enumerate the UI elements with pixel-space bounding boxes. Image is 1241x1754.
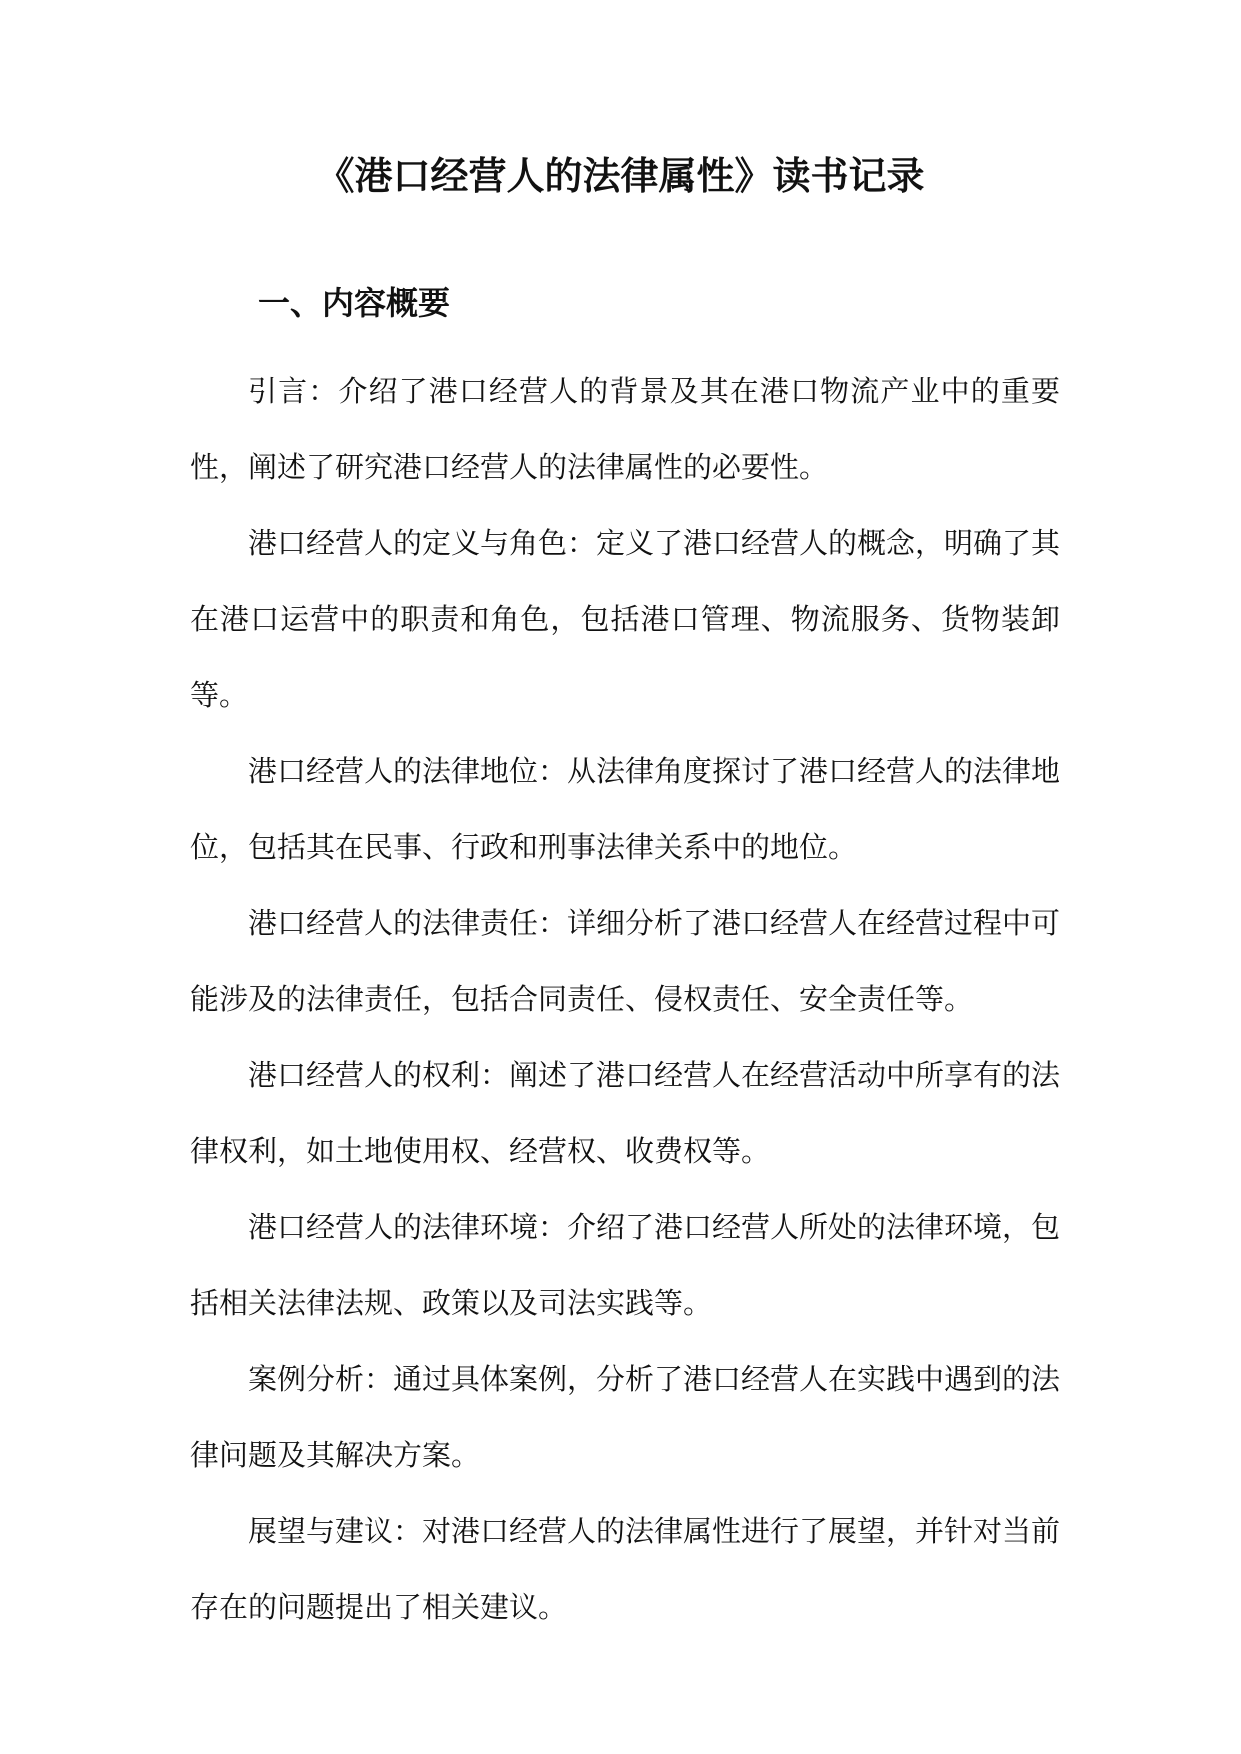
document-title: 《港口经营人的法律属性》读书记录	[316, 153, 925, 198]
paragraph-outlook: 展望与建议：对港口经营人的法律属性进行了展望，并针对当前存在的问题提出了相关建议。	[190, 1514, 1061, 1624]
section-heading: 一、内容概要	[258, 284, 451, 322]
paragraph-case-analysis: 案例分析：通过具体案例，分析了港口经营人在实践中遇到的法律问题及其解决方案。	[190, 1362, 1061, 1472]
paragraph-legal-liability: 港口经营人的法律责任：详细分析了港口经营人在经营过程中可能涉及的法律责任，包括合同责任、侵权责任、安全责任等。	[190, 906, 1061, 1016]
paragraph-legal-environment: 港口经营人的法律环境：介绍了港口经营人所处的法律环境，包括相关法律法规、政策以及司法实践等。	[190, 1210, 1061, 1320]
paragraph-rights: 港口经营人的权利：阐述了港口经营人在经营活动中所享有的法律权利，如土地使用权、经营权、收费权等。	[190, 1058, 1061, 1168]
paragraph-legal-status: 港口经营人的法律地位：从法律角度探讨了港口经营人的法律地位，包括其在民事、行政和刑事法律关系中的地位。	[190, 754, 1061, 864]
paragraph-definition-role: 港口经营人的定义与角色：定义了港口经营人的概念，明确了其在港口运营中的职责和角色，包括港口管理、物流服务、货物装卸等。	[190, 526, 1061, 712]
paragraph-introduction: 引言：介绍了港口经营人的背景及其在港口物流产业中的重要性，阐述了研究港口经营人的法律属性的必要性。	[190, 374, 1060, 484]
document-body	[190, 353, 1060, 1645]
